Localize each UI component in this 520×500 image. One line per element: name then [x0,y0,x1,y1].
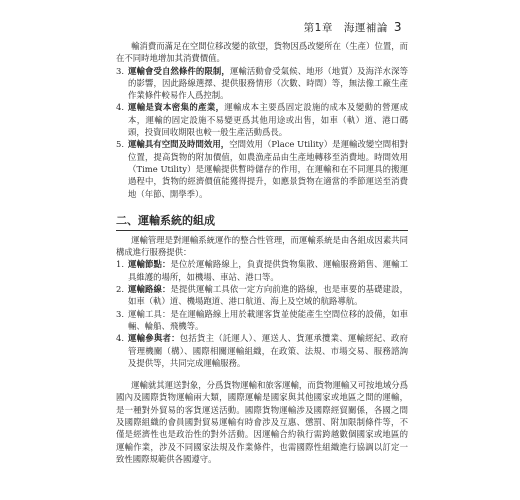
list-item [116,101,408,138]
list-item-term: 運輸參與者： [128,333,180,344]
list-item-number: 3. [116,308,124,319]
list-item-term: 運輸具有空間及時間效用， [128,139,230,150]
page-number: 3 [393,20,402,34]
intro-continuation: 輸消費而滿足在空間位移改變的欲望，貨物因爲改變所在（生產）位置，而在不同時地增加其消費價值。 [116,41,408,64]
list-item-text: 包括貨主（託運人）、運送人、貨運承攬業、運輸經紀、政府管理機關（構）、國際相關運輸組織，在政策、法規、市場交易、服務諮詢及提供等，共同完成運輸服務。 [128,333,408,368]
list-item-number: 2. [116,284,124,295]
list-item-text: 是提供運輸工具依一定方向前進的路線，也是車要的基礎建設，如車（軌）道、機場跑道、港口航道、海上及空域的航路導航。 [128,284,409,307]
paragraph-gap [116,369,408,379]
list-item-number: 1. [116,259,124,270]
list-item [116,65,408,102]
page-body [116,40,408,465]
list-item [116,308,408,333]
list-item-term: 運輸會受自然條件的限制， [128,65,230,76]
list-item-term: 運輸是資本密集的產業， [128,102,225,113]
components-list [116,258,408,369]
list-item [116,332,408,369]
section-divider [116,230,408,231]
list-item-number: 3. [116,65,124,76]
list-item-term: 運輸節點： [128,259,171,270]
list-item-text: 運輸成本主要爲固定設施的成本及變動的營運成本，運輸的固定設施不易變更爲其他用途或出售，如車（軌）道、港口碼頭，投資回收期限也較一般生產活動爲長。 [128,102,409,138]
list-item [116,283,408,308]
list-item-term: 運輸路線： [128,284,171,295]
closing-paragraph: 運輸就其運送對象，分爲貨物運輸和旅客運輸，而貨物運輸又可按地域分爲國內及國際貨物運輸兩大類，國際運輸是國家與其他國家或地區之間的運輸，是一種對外貿易的客貨運送活動。國際貨物運輸涉及國際經貿關係，各國之間及國際組織的會員國對貿易運輸有時會涉及互惠、懲罰、附加限制條件等，不僅是經濟性也是政治性的對外活動。因運輸合約執行需跨越數個國家或地區的運輸作業，涉及不同國家法規及作業條件，也需國際性組織進行協調以訂定一致性國際規範供各國遵守。 [116,380,408,464]
list-item-text: 運輸工具：是在運輸路線上用於載運客貨並使能產生空間位移的設備，如車輛、輪船、飛機等。 [128,308,408,331]
list-item [116,138,408,199]
list-item-number: 4. [116,102,124,113]
section-heading: 二、運輸系統的組成 [116,213,215,227]
list-item-text: 空間效用（Place Utility）是運輸改變空間相對位置，提高貨物的附加價值，如農漁產品由生產地轉移至消費地。時間效用（Time Utility）是運輸提供暫時儲存的作用，在運輸和在不同運具的搬運過程中，貨物的經濟價值能獲得提升，如應景貨物在適當的季節運送至消費地（年節、開學季）。 [128,139,409,199]
list-item-number: 5. [116,139,124,150]
list-item-number: 4. [116,333,124,344]
running-header [304,20,402,35]
list-item-text: 是位於運輸路線上，負責提供貨物集散、運輸服務銷售、運輸工具維護的場所，如機場、車站、港口等。 [128,259,409,282]
list-item [116,258,408,283]
characteristics-list [116,65,408,200]
section-intro: 運輸管理是對運輸系統運作的整合性管理，而運輸系統是由各組成因素共同構成進行服務提供： [116,234,408,258]
list-item-text: 運輸活動會受氣候、地形（地質）及海洋水深等的影響，因此路線選擇、提供服務情形（次數、時間）等，無法像工廠生產作業條件較易作人爲控制。 [128,65,408,101]
chapter-title: 第1章 海運補論 [303,22,388,34]
